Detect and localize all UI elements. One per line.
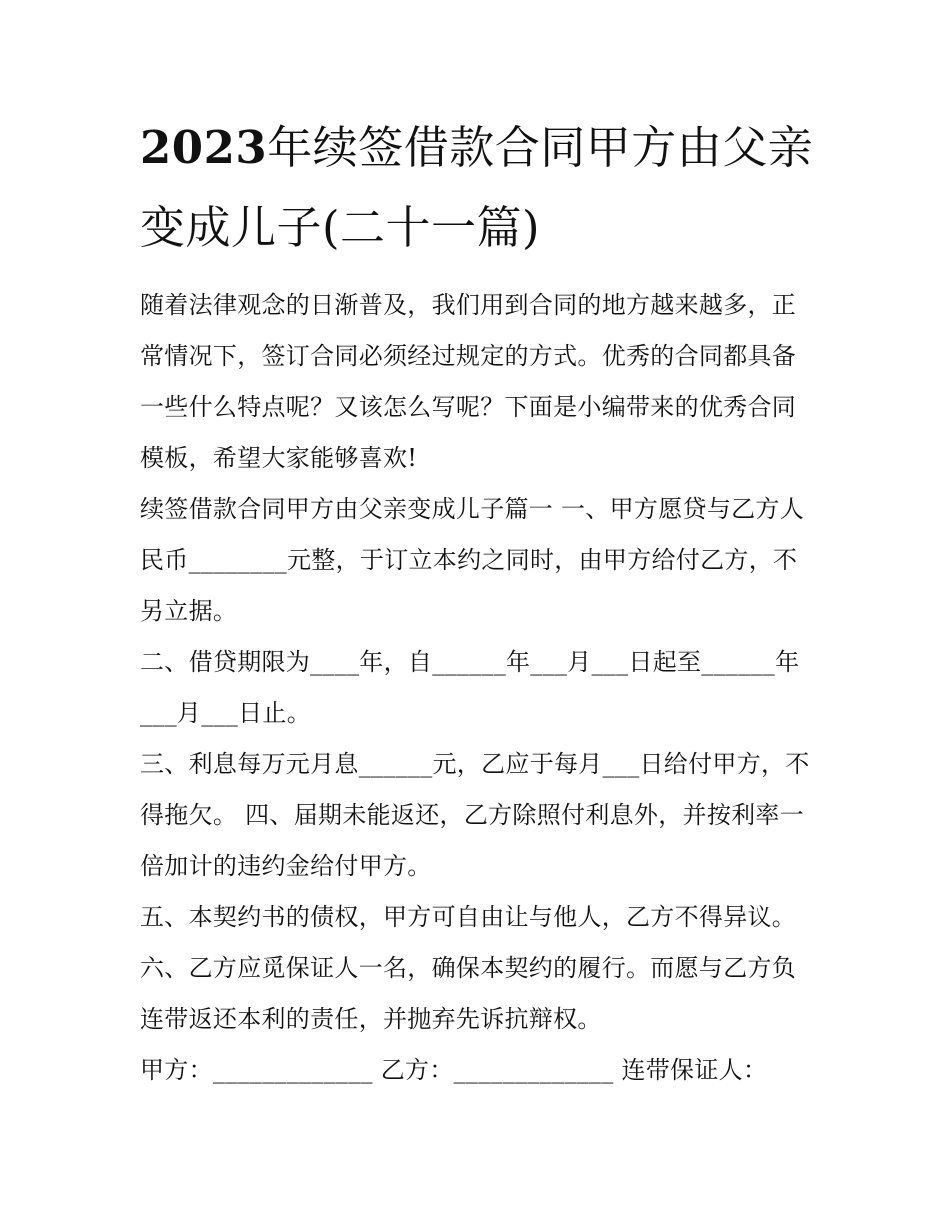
- clause-six-paragraph: 六、乙方应觅保证人一名，确保本契约的履行。而愿与乙方负连带返还本利的责任，并抛弃先诉抗辩权。: [140, 954, 797, 1033]
- clause-three-four-paragraph: 三、利息每万元月息______元，乙应于每月___日给付甲方，不得拖欠。 四、届期未能返还，乙方除照付利息外，并按利率一倍加计的违约金给付甲方。: [140, 750, 810, 880]
- document-title: [140, 108, 820, 268]
- clause-two-paragraph: 二、借贷期限为____年，自______年___月___日起至______年___月___日止。: [140, 648, 800, 727]
- signature-line: 甲方：_____________ 乙方：_____________ 连带保证人：: [140, 1056, 768, 1084]
- document-body: [140, 280, 820, 1096]
- intro-paragraph: 随着法律观念的日渐普及，我们用到合同的地方越来越多，正常情况下，签订合同必须经过规定的方式。优秀的合同都具备一些什么特点呢？又该怎么写呢？下面是小编带来的优秀合同模板，希望大家能够喜欢!: [140, 291, 797, 472]
- title-text: 年续签借款合同甲方由父亲变成儿子(二十一篇): [140, 121, 814, 254]
- clause-one-paragraph: 续签借款合同甲方由父亲变成儿子篇一 一、甲方愿贷与乙方人民币________元整，于订立本约之同时，由甲方给付乙方，不另立据。: [140, 495, 805, 625]
- clause-five-paragraph: 五、本契约书的债权，甲方可自由让与他人，乙方不得异议。: [140, 903, 797, 931]
- title-year: 2023: [140, 121, 268, 174]
